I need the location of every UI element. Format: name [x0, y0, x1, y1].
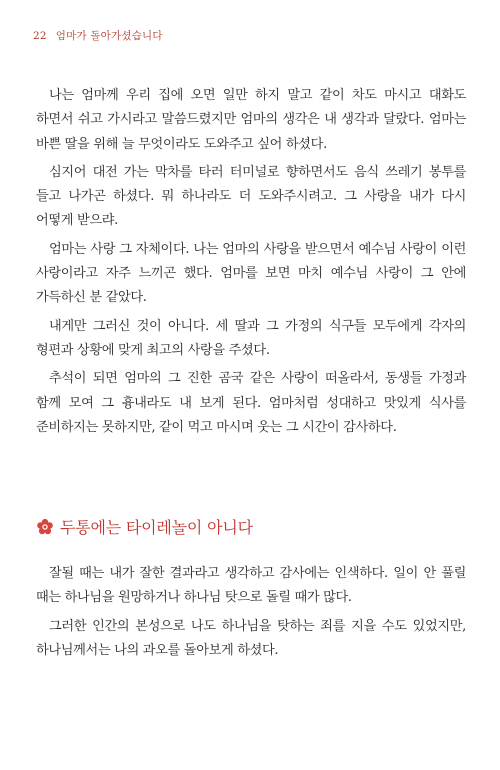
running-header [33, 28, 163, 43]
body-text-section [36, 84, 466, 444]
paragraph: 나는 엄마께 우리 집에 오면 일만 하지 말고 같이 차도 마시고 대화도 하면서 쉬고 가시라고 말씀드렸지만 엄마의 생각은 내 생각과 달랐다. 엄마는 바쁜 딸을 위해 늘 무엇이라도 도와주고 싶어 하셨다. [36, 88, 466, 152]
paragraph: 심지어 대전 가는 막차를 타러 터미널로 향하면서도 음식 쓰레기 봉투를 들고 나가곤 하셨다. 뭐 하나라도 더 도와주시려고. 그 사랑을 내가 다시 어떻게 받으랴. [36, 164, 466, 229]
paragraph: 그러한 인간의 본성으로 나도 하나님을 탓하는 죄를 지을 수도 있었지만, 하나님께서는 나의 과오를 돌아보게 하셨다. [36, 618, 466, 658]
page-number: 22 [33, 30, 47, 42]
section-heading-title: 두통에는 타이레놀이 아니다 [60, 518, 253, 537]
book-title: 엄마가 돌아가셨습니다 [55, 30, 163, 42]
body-text-section [36, 562, 466, 667]
paragraph: 잘될 때는 내가 잘한 결과라고 생각하고 감사에는 인색하다. 일이 안 풀릴 때는 하나님을 원망하거나 하나님 탓으로 돌릴 때가 많다. [36, 566, 466, 606]
paragraph: 내게만 그러신 것이 아니다. 세 딸과 그 가정의 식구들 모두에게 각자의 형편과 상황에 맞게 최고의 사랑을 주셨다. [36, 318, 466, 358]
section-heading [36, 515, 253, 538]
flower-icon [36, 518, 54, 536]
paragraph: 추석이 되면 엄마의 그 진한 곰국 같은 사랑이 떠올라서, 동생들 가정과 함께 모여 그 흉내라도 내 보게 된다. 엄마처럼 성대하고 맛있게 식사를 준비하지는 못하지만, 같이 먹고 마시며 웃는 그 시간이 감사하다. [36, 371, 466, 435]
paragraph: 엄마는 사랑 그 자체이다. 나는 엄마의 사랑을 받으면서 예수님 사랑이 이런 사랑이라고 자주 느끼곤 했다. 엄마를 보면 마치 예수님 사랑이 그 안에 가득하신 분 같았다. [36, 241, 466, 306]
